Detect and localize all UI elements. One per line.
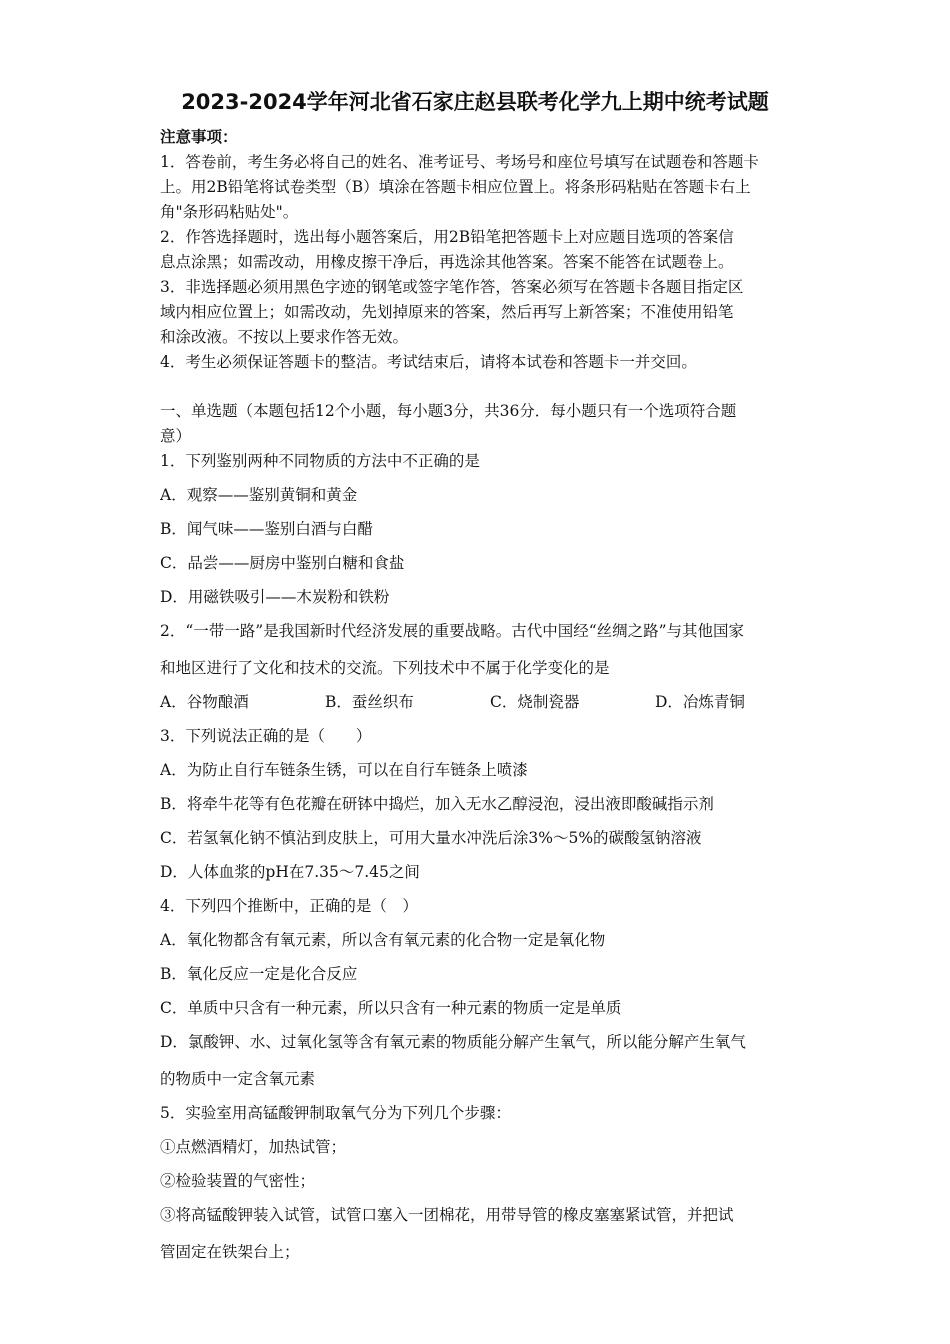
question-4-option-d-cont: 的物质中一定含氧元素 [160,1070,316,1088]
question-5-stem: 5．实验室用高锰酸钾制取氧气分为下列几个步骤： [160,1104,511,1122]
question-1-option-a: A．观察——鉴别黄铜和黄金 [160,486,358,504]
question-2-stem-cont: 和地区进行了文化和技术的交流。下列技术中不属于化学变化的是 [160,659,610,677]
question-4-option-a: A．氧化物都含有氧元素，所以含有氧元素的化合物一定是氧化物 [160,931,606,949]
section-heading-cont: 意） [160,427,192,445]
question-4-option-d: D．氯酸钾、水、过氧化氢等含有氧元素的物质能分解产生氧气，所以能分解产生氧气 [160,1033,746,1051]
question-1-option-c: C．品尝——厨房中鉴别白糖和食盐 [160,554,405,572]
question-5-step-1: ①点燃酒精灯，加热试管； [160,1138,347,1156]
question-5-step-3: ③将高锰酸钾装入试管，试管口塞入一团棉花，用带导管的橡皮塞塞紧试管，并把试 [160,1206,734,1224]
notice-line: 上。用2B铅笔将试卷类型（B）填涂在答题卡相应位置上。将条形码粘贴在答题卡右上 [160,178,751,196]
question-5-step-2: ②检验装置的气密性； [160,1172,316,1190]
question-1-stem: 1．下列鉴别两种不同物质的方法中不正确的是 [160,452,480,470]
notice-line: 息点涂黑；如需改动，用橡皮擦干净后，再选涂其他答案。答案不能答在试题卷上。 [160,253,734,271]
question-3-option-c: C．若氢氧化钠不慎沾到皮肤上，可用大量水冲洗后涂3%～5%的碳酸氢钠溶液 [160,829,702,847]
question-2-option-d: D．冶炼青铜 [655,693,745,711]
notice-line: 角"条形码粘贴处"。 [160,203,299,221]
question-3-option-a: A．为防止自行车链条生锈，可以在自行车链条上喷漆 [160,761,528,779]
notice-line: 1．答卷前，考生务必将自己的姓名、准考证号、考场号和座位号填写在试题卷和答题卡 [160,153,759,171]
notice-line: 4．考生必须保证答题卡的整洁。考试结束后，请将本试卷和答题卡一并交回。 [160,353,697,371]
question-5-step-3-cont: 管固定在铁架台上； [160,1243,300,1261]
notice-line: 3．非选择题必须用黑色字迹的钢笔或签字笔作答，答案必须写在答题卡各题目指定区 [160,278,744,296]
notice-heading: 注意事项： [160,127,238,146]
question-4-stem: 4．下列四个推断中，正确的是（ ） [160,897,418,915]
question-3-option-d: D．人体血浆的pH在7.35～7.45之间 [160,863,420,881]
question-2-option-b: B．蚕丝织布 [325,693,414,711]
notice-line: 域内相应位置上；如需改动，先划掉原来的答案，然后再写上新答案；不准使用铅笔 [160,303,734,321]
notice-line: 2．作答选择题时，选出每小题答案后，用2B铅笔把答题卡上对应题目选项的答案信 [160,228,734,246]
question-3-option-b: B．将牵牛花等有色花瓣在研钵中捣烂，加入无水乙醇浸泡，浸出液即酸碱指示剂 [160,795,714,813]
question-2-stem: 2．“一带一路”是我国新时代经济发展的重要战略。古代中国经“丝绸之路”与其他国家 [160,622,745,640]
section-heading: 一、单选题（本题包括12个小题，每小题3分，共36分．每小题只有一个选项符合题 [160,402,737,420]
question-4-option-b: B．氧化反应一定是化合反应 [160,965,358,983]
question-3-stem: 3．下列说法正确的是（ ） [160,727,372,745]
question-1-option-b: B．闻气味——鉴别白酒与白醋 [160,520,373,538]
page-title: 2023-2024学年河北省石家庄赵县联考化学九上期中统考试题 [181,90,769,114]
question-4-option-c: C．单质中只含有一种元素，所以只含有一种元素的物质一定是单质 [160,999,622,1017]
question-2-options [160,692,800,712]
question-1-option-d: D．用磁铁吸引——木炭粉和铁粉 [160,588,390,606]
notice-line: 和涂改液。不按以上要求作答无效。 [160,328,409,346]
question-2-option-a: A．谷物酿酒 [160,693,249,711]
question-2-option-c: C．烧制瓷器 [490,693,580,711]
